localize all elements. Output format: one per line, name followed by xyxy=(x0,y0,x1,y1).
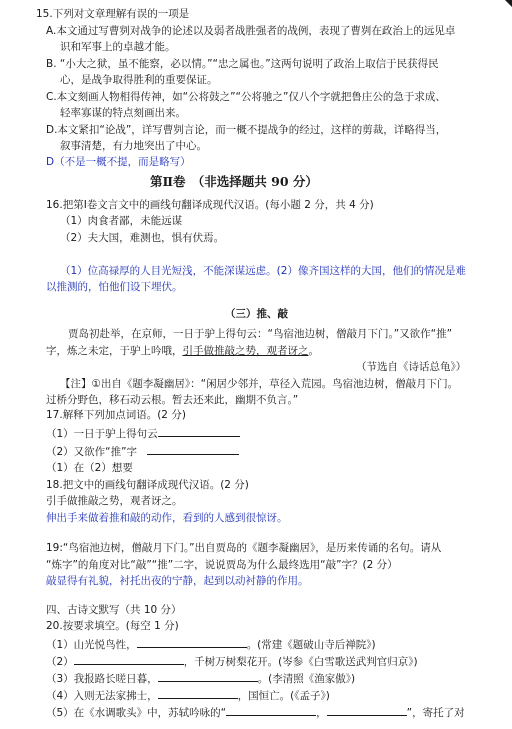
q17-blank-2[interactable] xyxy=(147,443,239,455)
note-line2: 过桥分野色，移石动云根。暂去还来此，幽期不负言。” xyxy=(46,394,299,406)
q15-option-a-line2: 识和军事上的卓越才能。 xyxy=(60,41,176,53)
q20-blank-3[interactable] xyxy=(158,670,258,682)
q17-item-2-text: （2）又欲作“推”字 xyxy=(46,446,138,458)
q19-line1: 19:“鸟宿池边树，僧敲月下门。”出自贾岛的《题李凝幽居》，是历来传诵的名句。请从 xyxy=(46,542,442,554)
q20-item-3-suffix: 。(李清照《渔家傲》) xyxy=(257,673,356,685)
q16-sentence-2: （2）夫大国，难测也，惧有伏焉。 xyxy=(60,232,225,244)
q15-option-b-line1: B. “小大之狱，虽不能察，必以情。”“忠之属也。”这两句说明了政治上取信于民获得民 xyxy=(46,58,439,70)
q20-item-2 xyxy=(46,653,418,669)
q20-blank-1[interactable] xyxy=(137,636,247,648)
q20-item-5-prefix: （5）在《水调歌头》中，苏轼吟咏的“ xyxy=(46,707,227,719)
q18-stem: 18.把文中的画线句翻译成现代汉语。(2 分) xyxy=(46,479,249,491)
q20-blank-4[interactable] xyxy=(158,687,238,699)
q15-option-c-line1: C.本文刻画人物相得传神，如“公将鼓之”“公将驰之”仅八个字就把鲁庄公的急于求成、 xyxy=(46,91,446,103)
q20-item-1 xyxy=(46,636,376,652)
q17-stem: 17.解释下列加点词语。(2 分) xyxy=(46,409,186,421)
q17-item-1-text: （1）一日于驴上得句云 xyxy=(46,428,158,440)
q17-item-1 xyxy=(46,425,240,441)
passage-line2-text: 字，炼之未定，于驴上吟哦， xyxy=(46,345,183,357)
q15-option-b-line2: 心，是战争取得胜利的重要保证。 xyxy=(60,74,218,86)
q20-blank-2[interactable] xyxy=(74,653,184,665)
passage-underlined-sentence: 引手做推敲之势，观者讶之 xyxy=(182,345,309,357)
note-line1: 【注】①出自《题李凝幽居》：“闲居少邻并，草径入荒园。鸟宿池边树，僧敲月下门。 xyxy=(60,378,459,390)
q20-stem: 20.按要求填空。(每空 1 分) xyxy=(46,620,179,632)
q19-answer: 敲显得有礼貌，衬托出夜的宁静，起到以动衬静的作用。 xyxy=(46,575,309,587)
q20-item-3-prefix: （3）我报路长嗟日暮， xyxy=(46,673,158,685)
q17-item-2 xyxy=(46,443,239,459)
passage-line2-end: 。 xyxy=(308,345,319,357)
part2-title: 第Ⅱ卷 （非选择题共 90 分） xyxy=(150,174,318,189)
q15-option-c-line2: 轻率寡谋的特点刻画出来。 xyxy=(60,107,186,119)
q20-blank-5a[interactable] xyxy=(226,704,316,716)
passage-line2 xyxy=(46,344,319,358)
q15-answer: D（不是一概不提，而是略写） xyxy=(46,156,191,168)
q20-item-1-prefix: （1）山光悦鸟性， xyxy=(46,639,137,651)
q16-stem: 16.把第Ⅰ卷文言文中的画线句翻译成现代汉语。(每小题 2 分，共 4 分) xyxy=(46,199,374,211)
q20-item-3 xyxy=(46,670,355,686)
passage-source: （节选自《诗话总龟》） xyxy=(356,361,467,373)
q15-option-d-line1: D.本文紧扣“论战”，详写曹刿言论，而一概不提战争的经过，这样的剪裁，详略得当， xyxy=(46,124,447,136)
q15-option-a-line1: A.本文通过写曹刿对战争的论述以及弱者战胜强者的战例，表现了曹刿在政治上的远见卓 xyxy=(46,25,456,37)
q20-item-1-suffix: 。(常建《题破山寺后禅院》) xyxy=(246,639,376,651)
q20-item-5 xyxy=(46,704,465,720)
q20-item-4-prefix: （4）入则无法家拂士， xyxy=(46,690,158,702)
q18-answer: 伸出手来做着推和敲的动作，看到的人感到很惊讶。 xyxy=(46,512,288,524)
q20-item-5-mid: ， xyxy=(316,707,327,719)
q16-sentence-1: （1）肉食者鄙，未能远谋 xyxy=(60,215,183,227)
passage-line1: 贾岛初赴举，在京师，一日于驴上得句云：“鸟宿池边树，僧敲月下门。”又欲作“推” xyxy=(68,328,453,340)
q16-answer-line2: 以推测的，怕他们设下埋伏。 xyxy=(46,281,183,293)
q15-option-d-line2: 叙事清楚，有力地突出了中心。 xyxy=(60,140,207,152)
section3-title: （三）推、敲 xyxy=(225,308,288,320)
q15-stem: 15.下列对文章理解有误的一项是 xyxy=(36,8,190,20)
q17-blank-1[interactable] xyxy=(158,425,240,437)
q20-item-4-suffix: ，国恒亡。(《孟子》) xyxy=(237,690,330,702)
q19-line2: “炼字”的角度对比“敲”“推”二字，说说贾岛为什么最终选用“敲”字？(2 分） xyxy=(46,559,398,571)
q18-sentence: 引手做推敲之势，观者讶之。 xyxy=(46,495,183,507)
q20-item-4 xyxy=(46,687,330,703)
q16-answer-line1: （1）位高禄厚的人目光短浅，不能深谋远虑。(2）像齐国这样的大国，他们的情况是难 xyxy=(60,265,466,277)
q20-item-2-prefix: （2） xyxy=(46,656,74,668)
page-corner-mark xyxy=(505,0,512,7)
q20-blank-5b[interactable] xyxy=(327,704,407,716)
section4-title: 四、古诗文默写（共 10 分） xyxy=(46,604,182,616)
q20-item-5-suffix: ”，寄托了对 xyxy=(406,707,465,719)
q17-answer: （1）在（2）想要 xyxy=(46,462,133,474)
q20-item-2-suffix: ，千树万树梨花开。(岑参《白雪歌送武判官归京》) xyxy=(183,656,418,668)
